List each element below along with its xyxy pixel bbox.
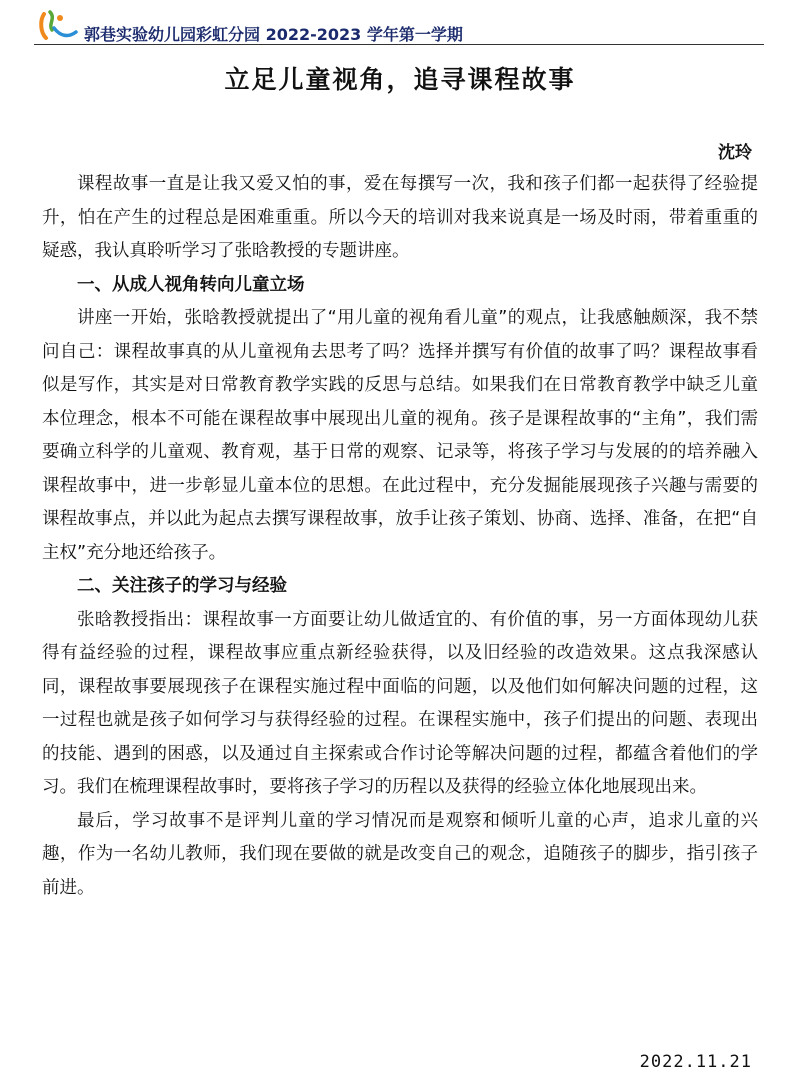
page-header bbox=[34, 8, 764, 45]
section-heading-2: 二、关注孩子的学习与经验 bbox=[77, 576, 287, 596]
page-title: 立足儿童视角，追寻课程故事 bbox=[224, 65, 576, 94]
author-name: 沈玲 bbox=[718, 143, 752, 163]
paragraph-conclusion: 最后，学习故事不是评判儿童的学习情况而是观察和倾听儿童的心声，追求儿童的兴趣，作为一名幼儿教师，我们现在要做的就是改变自己的观念，追随孩子的脚步，指引孩子前进。 bbox=[42, 810, 758, 898]
paragraph-section-1: 讲座一开始，张晗教授就提出了“用儿童的视角看儿童”的观点，让我感触颇深，我不禁问自己：课程故事真的从儿童视角去思考了吗？选择并撰写有价值的故事了吗？课程故事看似是写作，其实是对日常教育教学实践的反思与总结。如果我们在日常教育教学中缺乏儿童本位理念，根本不可能在课程故事中展现出儿童的视角。孩子是课程故事的“主角”，我们需要确立科学的儿童观、教育观，基于日常的观察、记录等，将孩子学习与发展的的培养融入课程故事中，进一步彰显儿童本位的思想。在此过程中，充分发掘能展现孩子兴趣与需要的课程故事点，并以此为起点去撰写课程故事，放手让孩子策划、协商、选择、准备，在把“自主权”充分地还给孩子。 bbox=[42, 308, 758, 563]
header-text: 郭巷实验幼儿园彩虹分园 2022-2023 学年第一学期 bbox=[84, 25, 463, 44]
article-body bbox=[42, 168, 758, 905]
paragraph-section-2: 张晗教授指出：课程故事一方面要让幼儿做适宜的、有价值的事，另一方面体现幼儿获得有益经验的过程，课程故事应重点新经验获得，以及旧经验的改造效果。这点我深感认同，课程故事要展现孩子在课程实施过程中面临的问题，以及他们如何解决问题的过程，这一过程也就是孩子如何学习与获得经验的过程。在课程实施中，孩子们提出的问题、表现出的技能、遇到的困惑，以及通过自主探索或合作讨论等解决问题的过程，都蕴含着他们的学习。我们在梳理课程故事时，要将孩子学习的历程以及获得的经验立体化地展现出来。 bbox=[42, 609, 758, 797]
section-heading-1: 一、从成人视角转向儿童立场 bbox=[77, 274, 305, 295]
document-date: 2022.11.21 bbox=[639, 1052, 752, 1072]
paragraph-intro: 课程故事一直是让我又爱又怕的事，爱在每撰写一次，我和孩子们都一起获得了经验提升，怕在产生的过程总是困难重重。所以今天的培训对我来说真是一场及时雨，带着重重的疑惑，我认真聆听学习了张晗教授的专题讲座。 bbox=[42, 174, 758, 261]
kindergarten-logo-icon bbox=[36, 10, 80, 42]
